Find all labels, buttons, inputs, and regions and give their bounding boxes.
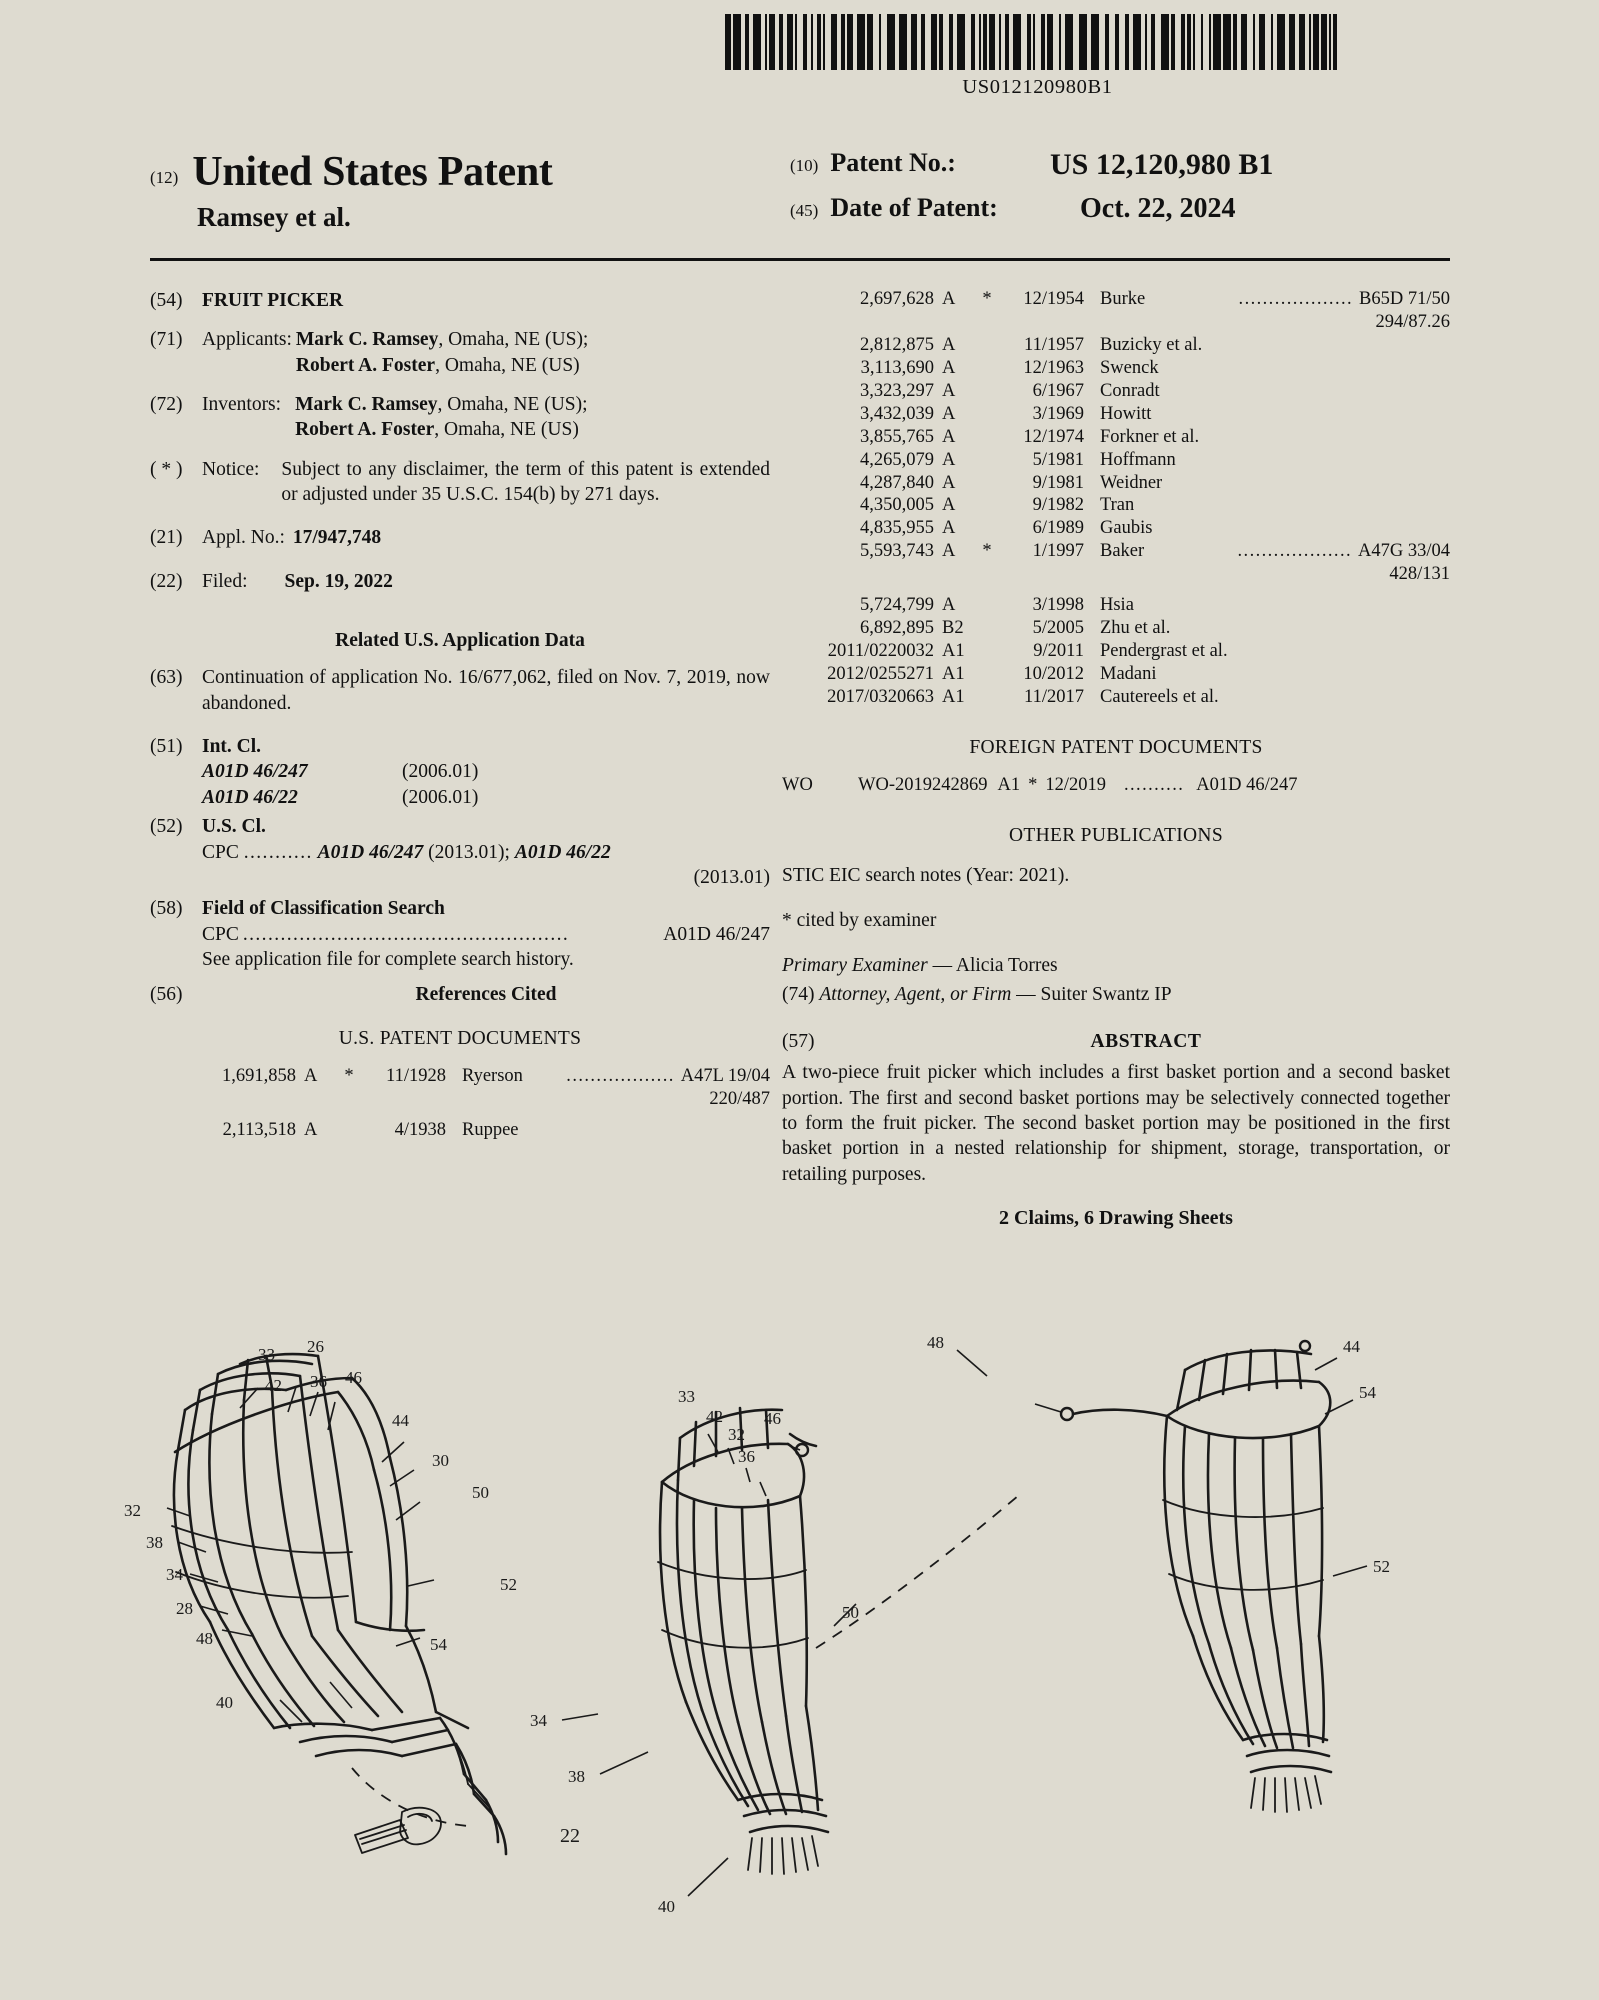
- ref-label: 46: [345, 1368, 362, 1387]
- citation-name: Baker: [1100, 541, 1145, 562]
- citation-kind: B2: [942, 618, 964, 639]
- ref-label: 33: [258, 1345, 275, 1364]
- ref-label: 50: [842, 1603, 859, 1622]
- citation-name: Conradt: [1100, 380, 1160, 401]
- ref-label: 42: [265, 1376, 282, 1395]
- citation-date: 9/2011: [1033, 641, 1084, 662]
- field-filed-code: (22): [150, 570, 183, 592]
- other-publication-item: STIC EIC search notes (Year: 2021).: [782, 864, 1070, 886]
- citation-name: Swenck: [1100, 357, 1159, 378]
- citation-kind: A1: [942, 664, 965, 684]
- us-cl-version-b: (2013.01): [693, 866, 770, 888]
- inventor-name: Robert A. Foster: [295, 419, 435, 441]
- ref-label: 46: [764, 1409, 781, 1428]
- citation-number: 2012/0255271: [827, 664, 934, 684]
- barcode-number: US012120980B1: [962, 76, 1113, 98]
- citation-row: [782, 517, 1450, 540]
- citation-row: [782, 663, 1450, 686]
- us-cl-version-a: (2013.01);: [428, 841, 510, 863]
- foreign-kind: A1: [997, 775, 1021, 796]
- us-cl-label: U.S. Cl.: [202, 816, 266, 838]
- field-int-cl-code: (51): [150, 736, 183, 758]
- int-cl-version: (2006.01): [402, 786, 479, 808]
- citation-name: Hsia: [1100, 595, 1134, 616]
- foreign-class: A01D 46/247: [1196, 775, 1298, 796]
- applicants-label: Applicants:: [202, 329, 292, 351]
- second-basket-assembly: [927, 1333, 1390, 1812]
- citation-class: A47L 19/04: [680, 1065, 770, 1086]
- ref-label: 50: [472, 1483, 489, 1502]
- primary-examiner-line: [782, 953, 1450, 978]
- citation-class: A47G 33/04: [1358, 541, 1450, 562]
- us-cl-dots: ...........: [243, 841, 313, 863]
- citation-name: Gaubis: [1100, 518, 1153, 539]
- citation-kind: A: [942, 595, 956, 616]
- citation-subclass-row: [150, 1088, 770, 1111]
- citation-kind: A: [942, 426, 956, 447]
- citation-row: [782, 334, 1450, 357]
- field-focs: [150, 896, 770, 972]
- citation-name: Howitt: [1100, 403, 1152, 424]
- patent-number-value: US 12,120,980 B1: [1050, 148, 1274, 181]
- ref-label: 28: [176, 1599, 193, 1618]
- citation-number: 2,697,628: [860, 289, 934, 309]
- filed-value: Sep. 19, 2022: [284, 570, 393, 592]
- primary-examiner-name: Alicia Torres: [955, 955, 1058, 977]
- applicant-name: Mark C. Ramsey: [295, 329, 439, 351]
- citation-star: [976, 357, 998, 380]
- focs-label: Field of Classification Search: [202, 898, 445, 920]
- citation-number: 6,892,895: [860, 618, 934, 639]
- focs-cpc: CPC: [202, 923, 239, 945]
- inventor-name: Mark C. Ramsey: [295, 394, 438, 416]
- attorney-code: (74): [782, 983, 815, 1005]
- ref-label: 30: [432, 1451, 449, 1470]
- citation-date: 3/1998: [1032, 595, 1084, 616]
- ref-label: 54: [430, 1635, 447, 1654]
- related-application-heading: Related U.S. Application Data: [335, 630, 585, 652]
- us-cl-prefix: CPC: [202, 841, 239, 863]
- field-title-code: (54): [150, 290, 183, 311]
- attorney-line: [782, 982, 1450, 1007]
- foreign-number: WO-2019242869: [858, 775, 988, 796]
- citation-subclass-row: [782, 311, 1450, 334]
- citation-number: 3,113,690: [860, 357, 934, 378]
- code-12: (12): [150, 168, 179, 187]
- foreign-dots: ..........: [1124, 775, 1185, 796]
- us-patent-documents-table-left: [150, 1065, 770, 1142]
- citation-name: Tran: [1100, 495, 1135, 516]
- citation-subclass-row: [782, 563, 1450, 586]
- citation-date: 12/1963: [1023, 357, 1084, 378]
- citation-kind: A1: [942, 641, 965, 662]
- inventor-row: [295, 392, 770, 417]
- citation-kind: A: [942, 541, 956, 562]
- citation-name: Cautereels et al.: [1100, 686, 1219, 707]
- ref-label: 32: [124, 1501, 141, 1520]
- citation-star: *: [982, 289, 992, 309]
- citation-number: 3,323,297: [860, 380, 934, 401]
- us-patent-documents-table-right: [782, 288, 1450, 709]
- foreign-star: *: [1028, 775, 1038, 796]
- ref-label: 48: [927, 1333, 944, 1352]
- citation-number: 4,350,005: [860, 495, 934, 516]
- citation-star: *: [982, 541, 992, 562]
- citation-row: [782, 617, 1450, 640]
- foreign-patent-documents-table: [782, 774, 1450, 797]
- field-related: [150, 665, 770, 716]
- citation-name: Ruppee: [462, 1119, 519, 1140]
- citation-number: 4,265,079: [860, 449, 934, 470]
- inventor-row: [295, 417, 770, 442]
- citation-star: [976, 380, 998, 403]
- code-10: (10): [790, 156, 819, 175]
- appl-no-label: Appl. No.:: [202, 527, 285, 549]
- citation-date: 10/2012: [1023, 664, 1084, 684]
- connector-node: [1300, 1341, 1310, 1351]
- citation-star: [976, 472, 998, 495]
- citation-row: [782, 380, 1450, 403]
- us-cl-class-a: A01D 46/247: [317, 841, 424, 863]
- applicant-surname-line: Ramsey et al.: [197, 202, 351, 232]
- ref-label: 32: [728, 1425, 745, 1444]
- notice-label: Notice:: [202, 458, 260, 480]
- drawing-figure: [0, 1330, 1599, 2000]
- field-int-cl: [150, 734, 770, 810]
- citation-star: [976, 663, 998, 686]
- ref-label: 40: [658, 1897, 675, 1916]
- citation-subclass: 294/87.26: [1375, 311, 1450, 332]
- ref-label: 40: [216, 1693, 233, 1712]
- applicant-address: , Omaha, NE (US);: [438, 329, 589, 351]
- ref-label: 34: [530, 1711, 547, 1730]
- citation-name: Pendergrast et al.: [1100, 641, 1228, 662]
- primary-examiner-label: Primary Examiner: [782, 955, 928, 977]
- connector-node: [796, 1444, 808, 1456]
- field-related-code: (63): [150, 667, 183, 689]
- masthead-right: [780, 148, 1450, 233]
- citation-row: [782, 540, 1450, 563]
- ref-label: 36: [310, 1372, 327, 1391]
- citation-row: [782, 403, 1450, 426]
- ref-label: 38: [146, 1533, 163, 1552]
- right-column: [782, 288, 1450, 1231]
- citation-kind: A: [942, 357, 956, 378]
- patent-number-label: Patent No.:: [830, 148, 956, 177]
- citation-kind: A: [304, 1065, 318, 1086]
- citation-kind: A: [942, 472, 956, 493]
- citation-row: [782, 357, 1450, 380]
- claims-and-sheets-line: 2 Claims, 6 Drawing Sheets: [999, 1206, 1233, 1229]
- focs-see-text: See application file for complete search history.: [202, 948, 574, 970]
- citation-date: 9/1982: [1032, 495, 1084, 516]
- citation-star: [976, 517, 998, 540]
- citation-row: [782, 449, 1450, 472]
- field-us-cl: [150, 814, 770, 890]
- appl-no-value: 17/947,748: [292, 527, 382, 549]
- citation-number: 3,432,039: [860, 403, 934, 424]
- citation-star: [976, 686, 998, 709]
- citation-star: [976, 594, 998, 617]
- citation-row: [150, 1119, 770, 1142]
- citation-date: 9/1981: [1032, 472, 1084, 493]
- field-appl-no-code: (21): [150, 527, 183, 549]
- field-appl-no: [150, 525, 770, 550]
- citation-date: 4/1938: [394, 1119, 446, 1140]
- field-focs-code: (58): [150, 898, 183, 920]
- field-applicants-code: (71): [150, 329, 183, 351]
- citation-row: [782, 686, 1450, 709]
- citation-date: 5/1981: [1032, 449, 1084, 470]
- field-references-code: (56): [150, 984, 183, 1006]
- citation-star: [976, 334, 998, 357]
- ref-label: 33: [678, 1387, 695, 1406]
- citation-date: 12/1954: [1023, 289, 1084, 309]
- us-cl-class-b: A01D 46/22: [514, 841, 611, 863]
- drawing-svg: [0, 1330, 1599, 2000]
- foreign-patent-documents-heading: FOREIGN PATENT DOCUMENTS: [969, 736, 1263, 758]
- citation-kind: A: [942, 289, 956, 309]
- masthead-divider: [150, 258, 1450, 261]
- abstract-text: A two-piece fruit picker which includes a first basket portion and a second basket portion. The first and second basket portions may be selectively connected together to form the fruit picker. The second basket portion may be positioned in the first basket portion in a nested relationship for shipment, storage, transportation, or retailing purposes.: [782, 1062, 1450, 1185]
- citation-number: 4,287,840: [860, 472, 934, 493]
- cited-by-examiner-note: * cited by examiner: [782, 909, 937, 931]
- field-inventors-code: (72): [150, 394, 183, 416]
- citation-number: 4,835,955: [860, 518, 934, 539]
- citation-number: 3,855,765: [860, 426, 934, 447]
- citation-date: 6/1989: [1032, 518, 1084, 539]
- abstract-heading-row: [782, 1029, 1450, 1054]
- inventors-label: Inventors:: [202, 394, 282, 416]
- ref-label: 54: [1359, 1383, 1376, 1402]
- middle-basket-assembly: [530, 1387, 1018, 1916]
- int-cl-label: Int. Cl.: [202, 736, 262, 758]
- date-of-patent-value: Oct. 22, 2024: [1080, 193, 1236, 224]
- ref-label: 26: [307, 1337, 324, 1356]
- references-cited-heading: References Cited: [415, 984, 557, 1006]
- citation-number: 2,812,875: [860, 334, 934, 355]
- related-application-text: Continuation of application No. 16/677,062, filed on Nov. 7, 2019, now abandoned.: [202, 667, 770, 714]
- citation-row: [782, 494, 1450, 517]
- citation-name: Hoffmann: [1100, 449, 1176, 470]
- ref-label: 38: [568, 1767, 585, 1786]
- us-patent-documents-heading: U.S. PATENT DOCUMENTS: [338, 1027, 582, 1049]
- citation-dots: ...................: [1237, 541, 1352, 562]
- attorney-name: Suiter Swantz IP: [1040, 983, 1172, 1005]
- citation-class: B65D 71/50: [1359, 289, 1450, 309]
- field-applicants: [150, 327, 770, 378]
- field-notice-code: ( * ): [150, 458, 183, 480]
- field-notice: [150, 457, 770, 508]
- foreign-citation-row: [782, 774, 1450, 797]
- ref-label: 48: [196, 1629, 213, 1648]
- citation-dots: ...................: [1238, 289, 1354, 309]
- applicant-row: [296, 327, 770, 352]
- citation-star: [976, 426, 998, 449]
- focs-dots: ....................................................: [242, 923, 570, 945]
- inventor-address: , Omaha, NE (US): [434, 419, 579, 441]
- date-of-patent-label: Date of Patent:: [830, 193, 998, 222]
- foreign-date: 12/2019: [1045, 775, 1106, 796]
- citation-kind: A: [942, 449, 956, 470]
- citation-row: [782, 426, 1450, 449]
- applicant-address: , Omaha, NE (US): [435, 354, 580, 376]
- citation-name: Madani: [1100, 664, 1157, 684]
- fastener-detail: [355, 1808, 441, 1853]
- int-cl-row: [202, 785, 770, 810]
- other-publications-heading: OTHER PUBLICATIONS: [1009, 825, 1223, 847]
- int-cl-version: (2006.01): [402, 761, 479, 783]
- citation-kind: A: [942, 495, 956, 516]
- focs-row: [202, 922, 770, 947]
- filed-label: Filed:: [202, 570, 248, 592]
- primary-examiner-dash: —: [927, 955, 956, 977]
- left-column: [150, 288, 770, 1142]
- field-references-cited: [150, 982, 770, 1007]
- left-fruit-picker-assembly: [124, 1337, 580, 1854]
- citation-kind: A: [942, 518, 956, 539]
- citation-star: *: [344, 1065, 354, 1086]
- figure-number: 22: [560, 1825, 580, 1847]
- barcode-image: [725, 14, 1345, 70]
- notice-text: Subject to any disclaimer, the term of this patent is extended or adjusted under 35 U.S.C. 154(b) by 271 days.: [281, 458, 770, 506]
- citation-star: [976, 449, 998, 472]
- citation-kind: A: [304, 1119, 318, 1140]
- focs-value: A01D 46/247: [663, 923, 770, 945]
- citation-date: 11/1957: [1024, 334, 1084, 355]
- citation-number: 2017/0320663: [827, 686, 934, 707]
- field-inventors: [150, 392, 770, 443]
- citation-date: 11/1928: [386, 1065, 446, 1086]
- citation-row: [782, 288, 1450, 311]
- ref-label: 44: [1343, 1337, 1360, 1356]
- attorney-dash: —: [1011, 983, 1041, 1005]
- inventor-address: , Omaha, NE (US);: [437, 394, 588, 416]
- citation-row: [782, 640, 1450, 663]
- citation-date: 12/1974: [1023, 426, 1084, 447]
- right-leader-lines: [957, 1350, 1367, 1576]
- citation-star: [976, 403, 998, 426]
- citation-kind: A: [942, 403, 956, 424]
- us-cl-row: [202, 840, 770, 865]
- citation-number: 2011/0220032: [827, 641, 934, 662]
- citation-dots: ..................: [566, 1065, 675, 1086]
- citation-star: [338, 1119, 360, 1142]
- citation-kind: A: [942, 380, 956, 401]
- citation-name: Burke: [1100, 289, 1146, 309]
- applicant-name: Robert A. Foster: [295, 354, 436, 376]
- citation-name: Forkner et al.: [1100, 426, 1200, 447]
- citation-date: 11/2017: [1024, 686, 1084, 707]
- citation-row: [782, 594, 1450, 617]
- citation-name: Zhu et al.: [1100, 618, 1171, 639]
- int-cl-class: A01D 46/247: [202, 761, 308, 783]
- citation-name: Buzicky et al.: [1100, 334, 1203, 355]
- masthead: [150, 148, 1450, 233]
- citation-star: [976, 617, 998, 640]
- int-cl-class: A01D 46/22: [202, 786, 298, 808]
- citation-number: 1,691,858: [222, 1065, 296, 1086]
- abstract-heading: ABSTRACT: [1090, 1030, 1202, 1052]
- field-filed: [150, 569, 770, 594]
- attorney-label: Attorney, Agent, or Firm: [819, 983, 1012, 1005]
- field-title: [150, 288, 770, 313]
- connector-node: [1061, 1408, 1073, 1420]
- citation-date: 3/1969: [1032, 403, 1084, 424]
- ref-label: 34: [166, 1565, 183, 1584]
- citation-row: [782, 472, 1450, 495]
- masthead-left: [150, 148, 780, 233]
- citation-number: 5,724,799: [860, 595, 934, 616]
- citation-name: Weidner: [1100, 472, 1163, 493]
- citation-subclass: 428/131: [1389, 564, 1450, 585]
- int-cl-row: [202, 759, 770, 784]
- citation-number: 5,593,743: [860, 541, 934, 562]
- ref-label: 44: [392, 1411, 409, 1430]
- citation-star: [976, 494, 998, 517]
- ref-label: 42: [706, 1407, 723, 1426]
- abstract-code: (57): [782, 1030, 815, 1052]
- invention-title: FRUIT PICKER: [202, 290, 344, 311]
- ref-label: 52: [500, 1575, 517, 1594]
- citation-subclass: 220/487: [709, 1088, 770, 1109]
- page-title: United States Patent: [192, 149, 553, 195]
- citation-row: [150, 1065, 770, 1088]
- citation-name: Ryerson: [462, 1065, 523, 1086]
- citation-kind: A1: [942, 686, 965, 707]
- citation-date: 6/1967: [1032, 380, 1084, 401]
- citation-date: 5/2005: [1032, 618, 1084, 639]
- left-leader-lines: [167, 1387, 434, 1722]
- citation-star: [976, 640, 998, 663]
- ref-label: 52: [1373, 1557, 1390, 1576]
- citation-number: 2,113,518: [222, 1119, 296, 1140]
- foreign-country: WO: [782, 775, 813, 796]
- field-us-cl-code: (52): [150, 816, 183, 838]
- applicant-row: [296, 353, 770, 378]
- ref-label: 36: [738, 1447, 755, 1466]
- citation-date: 1/1997: [1032, 541, 1084, 562]
- citation-kind: A: [942, 334, 956, 355]
- barcode-block: [725, 14, 1350, 99]
- code-45: (45): [790, 201, 819, 220]
